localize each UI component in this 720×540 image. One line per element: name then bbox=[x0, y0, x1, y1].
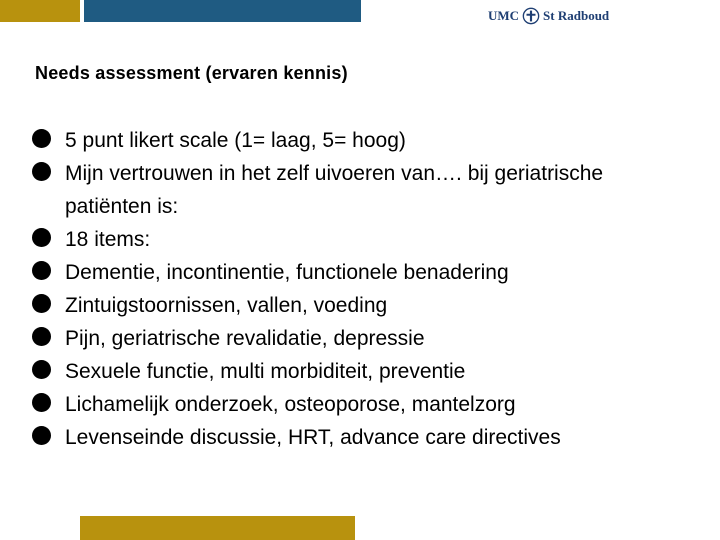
list-item bbox=[30, 124, 690, 157]
logo-text-st-radboud: St Radboud bbox=[543, 8, 610, 23]
list-item bbox=[30, 421, 690, 454]
bullet-icon bbox=[32, 162, 51, 181]
bullet-icon bbox=[32, 261, 51, 280]
list-item bbox=[30, 289, 690, 322]
bullet-text: Dementie, incontinentie, functionele benadering bbox=[65, 261, 509, 284]
list-item bbox=[30, 322, 690, 355]
bullet-icon bbox=[32, 294, 51, 313]
top-blue-bar bbox=[84, 0, 361, 22]
bullet-icon bbox=[32, 228, 51, 247]
bullet-text: Pijn, geriatrische revalidatie, depressie bbox=[65, 327, 425, 350]
slide-title: Needs assessment (ervaren kennis) bbox=[35, 63, 348, 83]
bullet-text: Mijn vertrouwen in het zelf uivoeren van…. bij geriatrische patiënten is: bbox=[65, 162, 604, 218]
bullet-icon bbox=[32, 327, 51, 346]
logo-text-umc: UMC bbox=[488, 8, 520, 23]
top-gold-bar bbox=[0, 0, 80, 22]
list-item bbox=[30, 355, 690, 388]
umc-st-radboud-logo bbox=[488, 6, 609, 26]
list-item bbox=[30, 157, 690, 223]
list-item bbox=[30, 223, 690, 256]
seal-icon bbox=[522, 7, 540, 25]
bullet-text: Zintuigstoornissen, vallen, voeding bbox=[65, 294, 388, 317]
bullet-text: 5 punt likert scale (1= laag, 5= hoog) bbox=[65, 129, 406, 152]
bullet-icon bbox=[32, 393, 51, 412]
bullet-icon bbox=[32, 360, 51, 379]
bullet-icon bbox=[32, 129, 51, 148]
bullet-text: Levenseinde discussie, HRT, advance care directives bbox=[65, 426, 561, 449]
bullet-list bbox=[30, 124, 690, 454]
list-item bbox=[30, 388, 690, 421]
bullet-icon bbox=[32, 426, 51, 445]
bullet-text: 18 items: bbox=[65, 228, 151, 251]
bottom-gold-bar bbox=[80, 516, 355, 540]
bullet-text: Lichamelijk onderzoek, osteoporose, mantelzorg bbox=[65, 393, 516, 416]
list-item bbox=[30, 256, 690, 289]
bullet-text: Sexuele functie, multi morbiditeit, preventie bbox=[65, 360, 466, 383]
